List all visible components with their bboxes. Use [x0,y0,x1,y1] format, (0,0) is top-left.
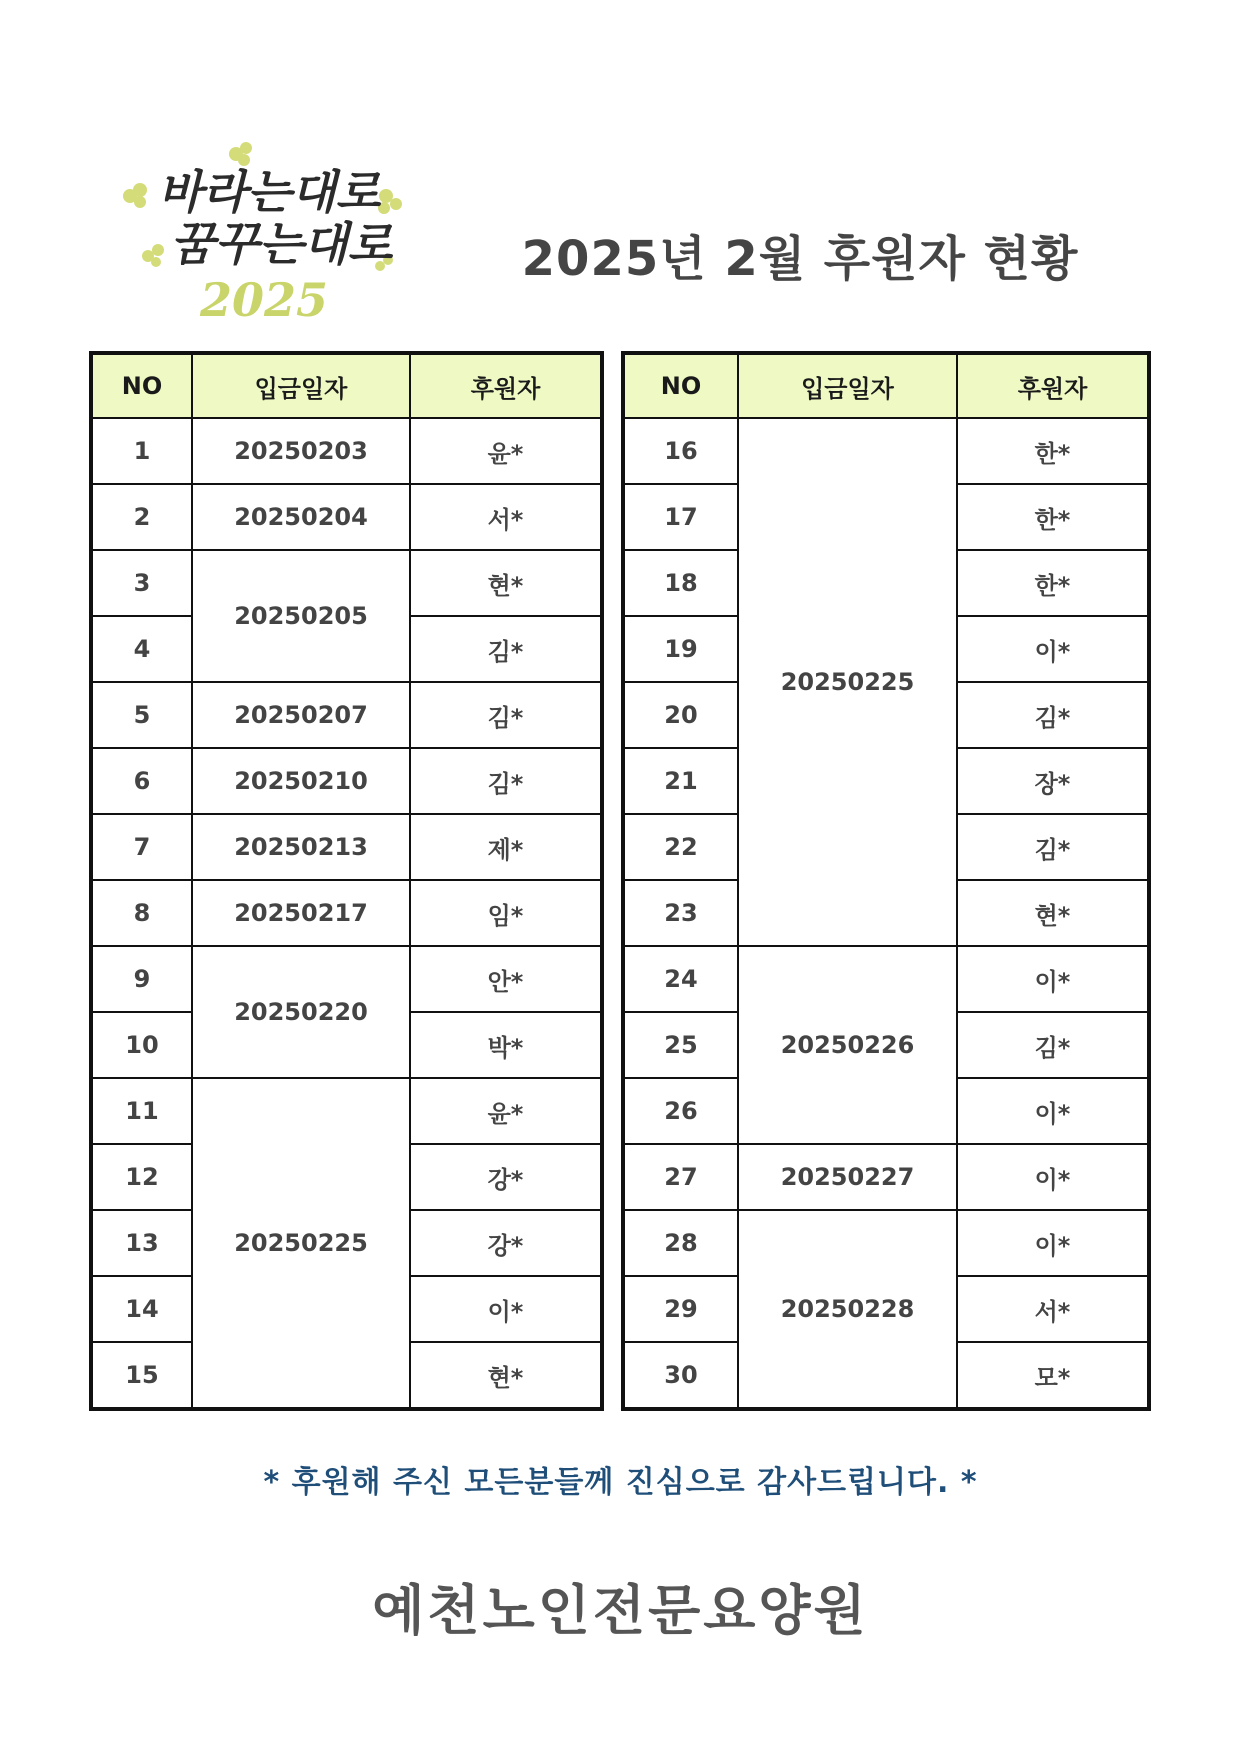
cell-donor: 이* [957,946,1149,1012]
cell-no: 22 [623,814,738,880]
cell-donor: 이* [957,1144,1149,1210]
cell-no: 2 [91,484,192,550]
donor-table-right [621,351,1151,1411]
header-date: 입금일자 [192,353,410,418]
cell-donor: 이* [957,1078,1149,1144]
cell-donor: 임* [410,880,602,946]
cell-no: 27 [623,1144,738,1210]
cell-donor: 윤* [410,1078,602,1144]
table-row [91,550,602,616]
logo-calligraphy [118,138,408,338]
cell-no: 29 [623,1276,738,1342]
cell-date: 20250204 [192,484,410,550]
table-row [91,418,602,484]
donor-table-left [89,351,604,1411]
cell-date: 20250228 [738,1210,957,1409]
table-row [623,946,1149,1012]
table-header-row [91,353,602,418]
cell-donor: 김* [957,682,1149,748]
table-row [623,418,1149,484]
cell-date: 20250205 [192,550,410,682]
cell-donor: 현* [957,880,1149,946]
cell-donor: 안* [410,946,602,1012]
cell-no: 24 [623,946,738,1012]
cell-no: 21 [623,748,738,814]
cell-no: 10 [91,1012,192,1078]
cell-date: 20250213 [192,814,410,880]
cell-donor: 한* [957,550,1149,616]
cell-donor: 김* [410,748,602,814]
thanks-message: * 후원해 주신 모든분들께 진심으로 감사드립니다. * [263,1465,978,1500]
cell-no: 15 [91,1342,192,1409]
cell-donor: 한* [957,484,1149,550]
header-no: NO [91,353,192,418]
cell-donor: 김* [410,682,602,748]
cell-donor: 제* [410,814,602,880]
cell-date: 20250227 [738,1144,957,1210]
cell-donor: 한* [957,418,1149,484]
cell-date: 20250220 [192,946,410,1078]
cell-no: 28 [623,1210,738,1276]
header-no: NO [623,353,738,418]
cell-donor: 이* [410,1276,602,1342]
cell-donor: 현* [410,1342,602,1409]
cell-no: 11 [91,1078,192,1144]
cell-no: 20 [623,682,738,748]
organization-name: 예천노인전문요양원 [372,1579,869,1642]
header-date: 입금일자 [738,353,957,418]
cell-no: 1 [91,418,192,484]
table-row [91,748,602,814]
table-row [623,1210,1149,1276]
cell-no: 7 [91,814,192,880]
cell-no: 5 [91,682,192,748]
table-row [91,814,602,880]
cell-donor: 서* [957,1276,1149,1342]
header-donor: 후원자 [957,353,1149,418]
table-row [91,1078,602,1144]
cell-no: 12 [91,1144,192,1210]
cell-no: 30 [623,1342,738,1409]
cell-date: 20250225 [192,1078,410,1409]
cell-donor: 장* [957,748,1149,814]
cell-donor: 이* [957,1210,1149,1276]
cell-date: 20250210 [192,748,410,814]
cell-no: 4 [91,616,192,682]
cell-date: 20250225 [738,418,957,946]
cell-no: 8 [91,880,192,946]
cell-no: 25 [623,1012,738,1078]
cell-donor: 김* [957,1012,1149,1078]
table-header-row [623,353,1149,418]
cell-no: 18 [623,550,738,616]
table-row [91,682,602,748]
logo-line2: 꿈꾸는대로 [170,217,393,271]
cell-no: 6 [91,748,192,814]
cell-no: 3 [91,550,192,616]
cell-no: 26 [623,1078,738,1144]
cell-donor: 박* [410,1012,602,1078]
cell-no: 14 [91,1276,192,1342]
page-title: 2025년 2월 후원자 현황 [521,231,1079,287]
cell-no: 23 [623,880,738,946]
table-row [91,484,602,550]
header-donor: 후원자 [410,353,602,418]
cell-no: 13 [91,1210,192,1276]
table-row [91,880,602,946]
cell-date: 20250217 [192,880,410,946]
cell-donor: 서* [410,484,602,550]
cell-no: 16 [623,418,738,484]
cell-donor: 강* [410,1210,602,1276]
cell-date: 20250207 [192,682,410,748]
cell-donor: 김* [410,616,602,682]
cell-no: 19 [623,616,738,682]
cell-date: 20250203 [192,418,410,484]
table-row [623,1144,1149,1210]
cell-donor: 김* [957,814,1149,880]
cell-donor: 강* [410,1144,602,1210]
cell-donor: 이* [957,616,1149,682]
logo-year: 2025 [200,273,329,327]
cell-donor: 현* [410,550,602,616]
cell-donor: 윤* [410,418,602,484]
cell-date: 20250226 [738,946,957,1144]
cell-no: 17 [623,484,738,550]
cell-donor: 모* [957,1342,1149,1409]
table-row [91,946,602,1012]
logo-line1: 바라는대로 [158,165,381,219]
cell-no: 9 [91,946,192,1012]
